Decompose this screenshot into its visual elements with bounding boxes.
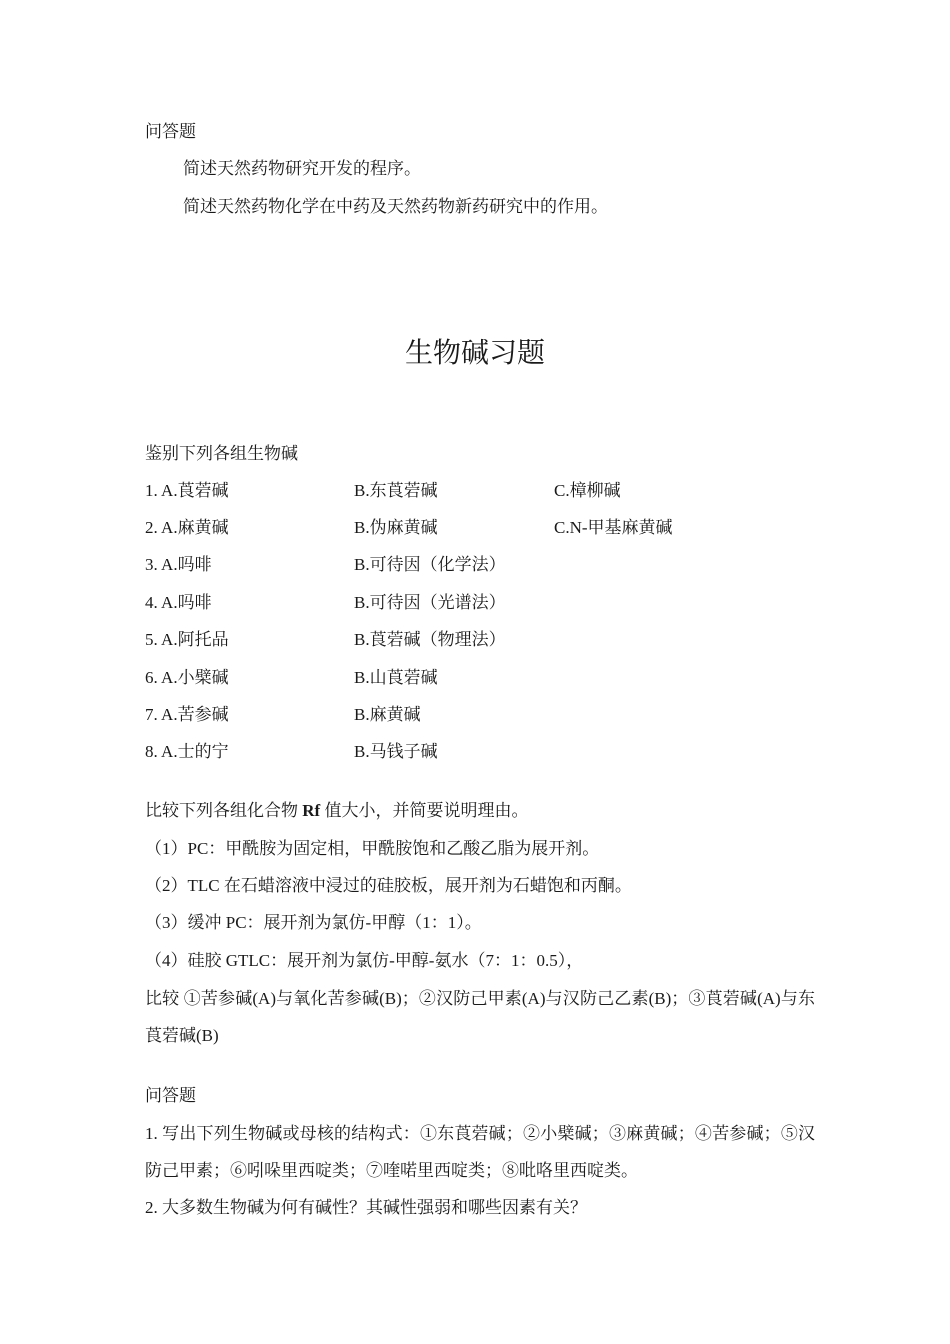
compare-heading-pre: 比较下列各组化合物 [145, 801, 303, 820]
option-b: B.可待因（光谱法） [354, 593, 506, 612]
intro-question-1: 简述天然药物研究开发的程序。 [183, 159, 421, 178]
option-c: C.N-甲基麻黄碱 [554, 518, 673, 537]
qa-heading: 问答题 [145, 1086, 196, 1105]
identify-row [145, 667, 845, 689]
compare-item: （2）TLC 在石蜡溶液中浸过的硅胶板，展开剂为石蜡饱和丙酮。 [145, 876, 632, 895]
identify-row [145, 704, 845, 726]
option-a: 2. A.麻黄碱 [145, 518, 229, 537]
option-b: B.山莨菪碱 [354, 668, 438, 687]
identify-row [145, 629, 845, 651]
rf-label: Rf [302, 801, 321, 820]
compare-item: （3）缓冲 PC：展开剂为氯仿-甲醇（1：1）。 [145, 913, 482, 932]
option-a: 6. A.小檗碱 [145, 668, 229, 687]
identify-row [145, 480, 845, 502]
option-a: 5. A.阿托品 [145, 630, 229, 649]
option-b: B.伪麻黄碱 [354, 518, 438, 537]
intro-heading: 问答题 [145, 122, 196, 141]
identify-row [145, 592, 845, 614]
option-b: B.可待因（化学法） [354, 555, 506, 574]
identify-heading: 鉴别下列各组生物碱 [145, 444, 298, 463]
compare-item: （1）PC：甲酰胺为固定相，甲酰胺饱和乙酸乙脂为展开剂。 [145, 839, 600, 858]
identify-row [145, 741, 845, 763]
option-b: B.东莨菪碱 [354, 481, 438, 500]
option-b: B.麻黄碱 [354, 705, 421, 724]
compare-heading-post: 值大小，并简要说明理由。 [320, 801, 529, 820]
page-title: 生物碱习题 [404, 338, 545, 369]
option-a: 7. A.苦参碱 [145, 705, 229, 724]
qa-question-2: 2. 大多数生物碱为何有碱性？其碱性强弱和哪些因素有关？ [145, 1198, 587, 1217]
compare-item: （4）硅胶 GTLC：展开剂为氯仿-甲醇-氨水（7：1：0.5）， [145, 951, 584, 970]
compare-text: 比较 ①苦参碱(A)与氧化苦参碱(B)；②汉防己甲素(A)与汉防己乙素(B)；③莨菪碱(A)与东莨菪碱(B) [145, 989, 815, 1045]
compare-heading [145, 800, 528, 822]
identify-row [145, 554, 845, 576]
option-a: 4. A.吗啡 [145, 593, 212, 612]
option-b: B.马钱子碱 [354, 742, 438, 761]
intro-question-2: 简述天然药物化学在中药及天然药物新药研究中的作用。 [183, 197, 608, 216]
option-a: 8. A.士的宁 [145, 742, 229, 761]
qa-question-1: 1. 写出下列生物碱或母核的结构式：①东莨菪碱；②小檗碱；③麻黄碱；④苦参碱；⑤汉防己甲素；⑥吲哚里西啶类；⑦喹喏里西啶类；⑧吡咯里西啶类。 [145, 1124, 815, 1180]
identify-row [145, 517, 845, 539]
option-a: 3. A.吗啡 [145, 555, 212, 574]
option-a: 1. A.莨菪碱 [145, 481, 229, 500]
option-c: C.樟柳碱 [554, 481, 621, 500]
option-b: B.莨菪碱（物理法） [354, 630, 506, 649]
